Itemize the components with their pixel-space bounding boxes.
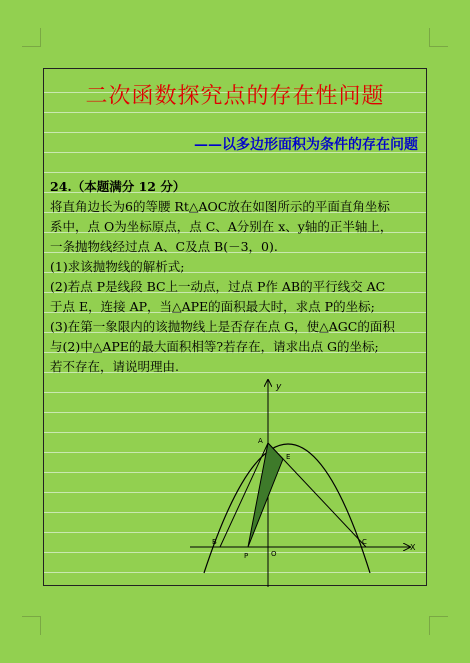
triangle-ape [248,443,283,547]
crop-mark-bottom-left [22,616,41,635]
problem-line: 于点 E，连接 AP，当△APE的面积最大时，求点 P的坐标; [50,299,375,314]
problem-heading: 24.（本题满分 12 分） [50,179,186,194]
label-b: B [212,538,217,546]
problem-line: 系中，点 O为坐标原点，点 C、A分别在 x、y轴的正半轴上， [50,219,393,234]
label-c: C [362,538,367,546]
page-title: 二次函数探究点的存在性问题 [85,84,385,109]
crop-mark-bottom-right [429,616,448,635]
problem-line: 若不存在，请说明理由. [50,359,179,374]
problem-text [50,177,420,377]
label-x: X [410,543,416,552]
label-e: E [286,453,291,461]
label-a: A [258,437,263,445]
crop-mark-top-left [22,28,41,47]
problem-line: (2)若点 P是线段 BC上一动点，过点 P作 AB的平行线交 AC [50,279,386,294]
problem-line: 一条抛物线经过点 A、C及点 B(－3，0). [50,239,278,254]
parabola-figure [170,375,420,590]
problem-line: (1)求该抛物线的解析式; [50,259,185,274]
page-subtitle: ——以多边形面积为条件的存在问题 [194,137,418,153]
label-o: O [271,550,277,558]
problem-line: (3)在第一象限内的该抛物线上是否存在点 G，使△AGC的面积 [50,319,395,334]
problem-line: 将直角边长为6的等腰 Rt△AOC放在如图所示的平面直角坐标 [50,199,390,214]
label-y: y [276,382,282,392]
label-p: P [244,552,249,560]
crop-mark-top-right [429,28,448,47]
problem-line: 与(2)中△APE的最大面积相等?若存在，请求出点 G的坐标; [50,339,379,354]
